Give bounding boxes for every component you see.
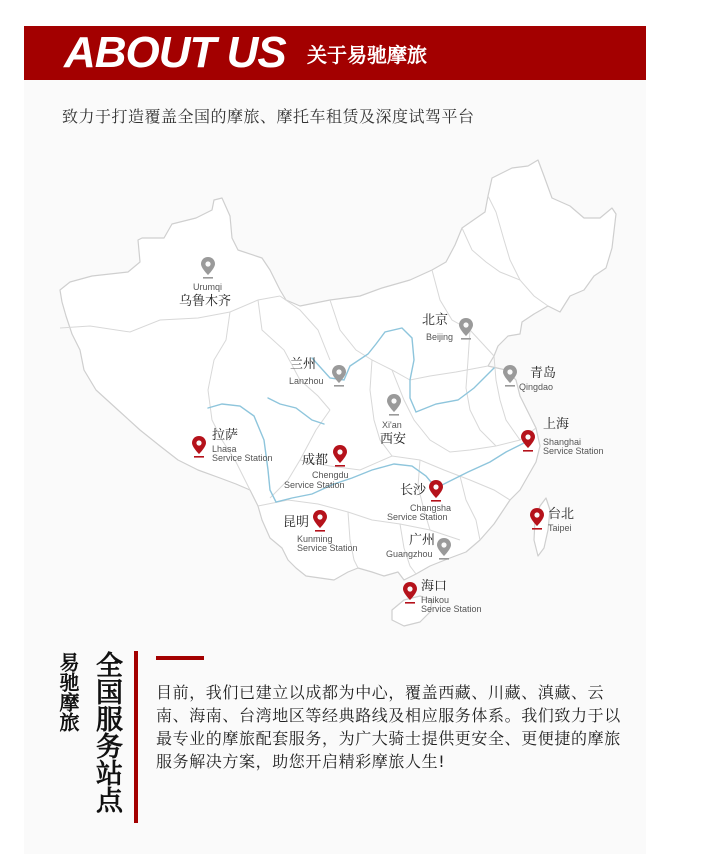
map-pin-gray-icon: [458, 317, 474, 341]
pin-changsha[interactable]: [428, 479, 444, 503]
pin-shanghai[interactable]: [520, 429, 536, 453]
map-pin-red-icon: [428, 479, 444, 503]
pin-guangzhou[interactable]: [436, 537, 452, 561]
city-cn-beijing: 北京: [422, 313, 449, 328]
map-pin-gray-icon: [200, 256, 216, 280]
city-en2-shanghai: Service Station: [543, 446, 604, 456]
pin-urumqi[interactable]: [200, 256, 216, 280]
city-cn-haikou: 海口: [421, 579, 448, 594]
header-title-cn: 关于易驰摩旅: [307, 43, 427, 67]
map-pin-red-icon: [520, 429, 536, 453]
city-cn-guangzhou: 广州: [409, 533, 436, 548]
city-cn-changsha: 长沙: [400, 483, 427, 498]
subtitle: 致力于打造覆盖全国的摩旅、摩托车租赁及深度试驾平台: [62, 107, 475, 126]
brand-vertical-title: 易驰摩旅: [56, 652, 80, 732]
map-pin-red-icon: [191, 435, 207, 459]
map-pin-red-icon: [402, 581, 418, 605]
map-pin-red-icon: [529, 507, 545, 531]
pin-haikou[interactable]: [402, 581, 418, 605]
city-en2-chengdu: Service Station: [284, 480, 345, 490]
pin-beijing[interactable]: [458, 317, 474, 341]
horizontal-accent-bar: [156, 656, 204, 660]
city-cn-lhasa: 拉萨: [212, 428, 239, 443]
city-en2-kunming: Service Station: [297, 543, 358, 553]
pin-kunming[interactable]: [312, 509, 328, 533]
city-en-haikou: Haikou: [421, 595, 450, 605]
city-en-xian: Xi'an: [382, 420, 402, 430]
city-en-beijing: Beijing: [426, 332, 454, 342]
map-pin-gray-icon: [502, 364, 518, 388]
pin-chengdu[interactable]: [332, 444, 348, 468]
city-en-chengdu: Chengdu: [312, 470, 349, 480]
city-cn-lanzhou: 兰州: [290, 357, 317, 372]
city-cn-chengdu: 成都: [302, 453, 329, 468]
city-cn-xian: 西安: [380, 432, 407, 447]
city-en-guangzhou: Guangzhou: [386, 549, 433, 559]
map-pin-gray-icon: [386, 393, 402, 417]
city-en-lhasa: Lhasa: [212, 444, 237, 454]
header-title-en: ABOUT US: [64, 28, 286, 77]
section-vertical-title: 全国服务站点: [91, 651, 122, 813]
pin-lhasa[interactable]: [191, 435, 207, 459]
pin-xian[interactable]: [386, 393, 402, 417]
map-pin-gray-icon: [331, 364, 347, 388]
city-cn-taipei: 台北: [548, 507, 575, 522]
city-cn-kunming: 昆明: [283, 515, 310, 530]
vertical-accent-bar: [134, 651, 138, 823]
city-cn-urumqi: 乌鲁木齐: [179, 294, 232, 309]
city-en-lanzhou: Lanzhou: [289, 376, 324, 386]
map-pin-red-icon: [332, 444, 348, 468]
city-en-urumqi: Urumqi: [193, 282, 223, 292]
city-en2-changsha: Service Station: [387, 512, 448, 522]
city-en-qingdao: Qingdao: [519, 382, 554, 392]
pin-taipei[interactable]: [529, 507, 545, 531]
city-en-changsha: Changsha: [410, 503, 452, 513]
pin-qingdao[interactable]: [502, 364, 518, 388]
city-en-shanghai: Shanghai: [543, 437, 582, 447]
section-body-text: 目前，我们已建立以成都为中心，覆盖西藏、川藏、滇藏、云南、海南、台湾地区等经典路线及相应服务体系。我们致力于以最专业的摩旅配套服务，为广大骑士提供更安全、更便捷的摩旅服务解决方案，助您开启精彩摩旅人生!: [156, 683, 621, 771]
city-en2-lhasa: Service Station: [212, 453, 273, 463]
city-en2-haikou: Service Station: [421, 604, 482, 614]
city-cn-qingdao: 青岛: [530, 366, 557, 381]
pin-lanzhou[interactable]: [331, 364, 347, 388]
city-en-taipei: Taipei: [548, 523, 572, 533]
city-cn-shanghai: 上海: [543, 417, 570, 432]
city-en-kunming: Kunming: [297, 534, 333, 544]
map-pin-red-icon: [312, 509, 328, 533]
map-pin-gray-icon: [436, 537, 452, 561]
